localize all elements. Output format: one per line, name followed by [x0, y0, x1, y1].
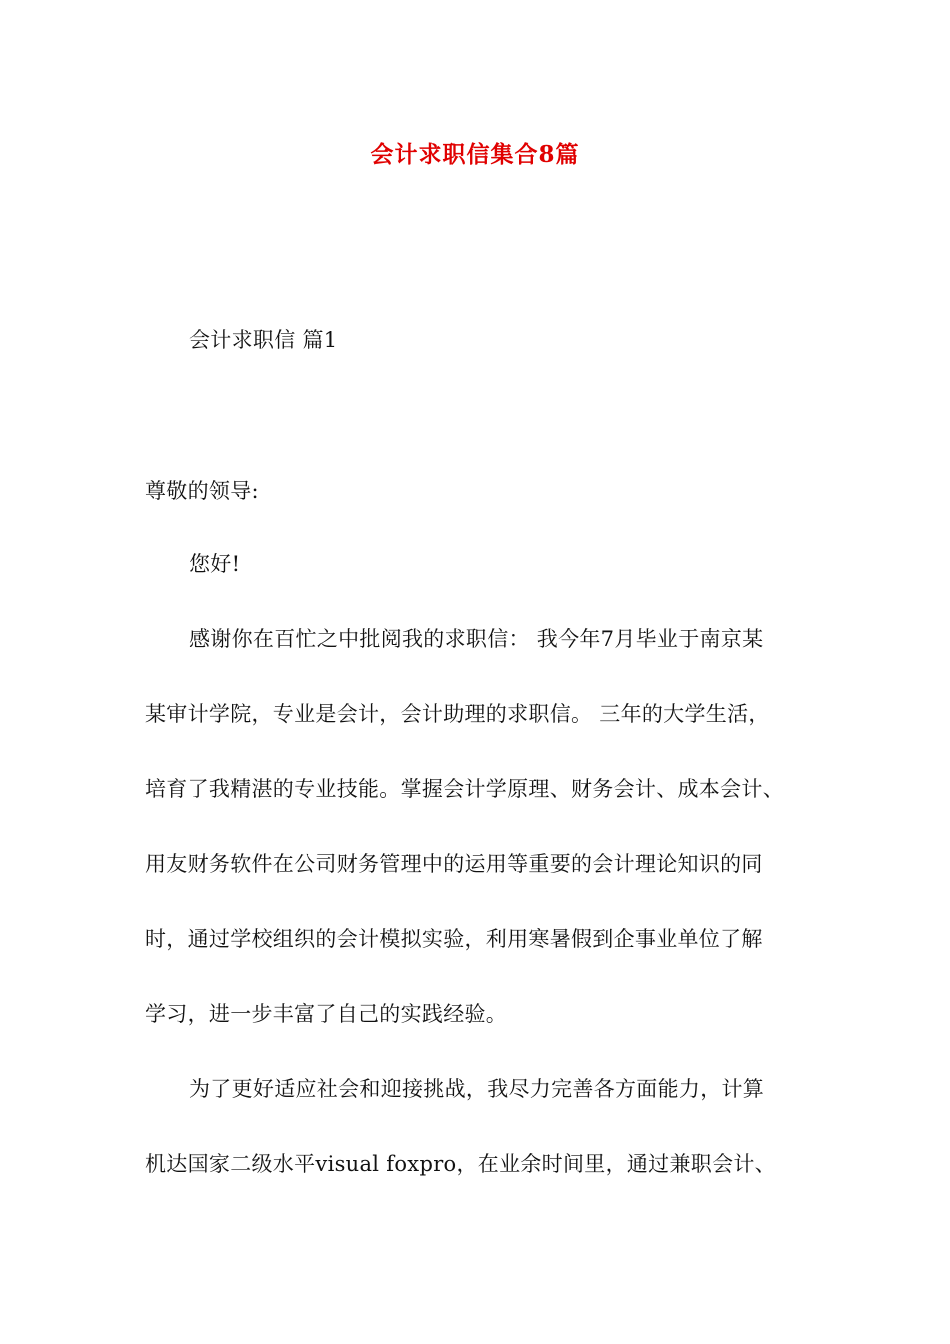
body-line: 机达国家二级水平visual foxpro，在业余时间里，通过兼职会计、 — [145, 1152, 776, 1176]
body-line: 用友财务软件在公司财务管理中的运用等重要的会计理论知识的同 — [145, 852, 763, 876]
greeting: 您好! — [189, 552, 241, 576]
body-line: 某审计学院，专业是会计，会计助理的求职信。 三年的大学生活， — [145, 702, 770, 726]
body-line: 感谢你在百忙之中批阅我的求职信： 我今年7月毕业于南京某 — [189, 627, 764, 651]
section-heading: 会计求职信 篇1 — [189, 328, 338, 352]
document-title: 会计求职信集合8篇 — [370, 141, 580, 168]
body-line: 培育了我精湛的专业技能。掌握会计学原理、财务会计、成本会计、 — [145, 777, 784, 801]
body-line: 为了更好适应社会和迎接挑战，我尽力完善各方面能力，计算 — [189, 1077, 765, 1101]
body-line: 学习，进一步丰富了自己的实践经验。 — [145, 1002, 508, 1026]
salutation: 尊敬的领导: — [145, 479, 259, 503]
body-line: 时，通过学校组织的会计模拟实验，利用寒暑假到企事业单位了解 — [145, 927, 763, 951]
